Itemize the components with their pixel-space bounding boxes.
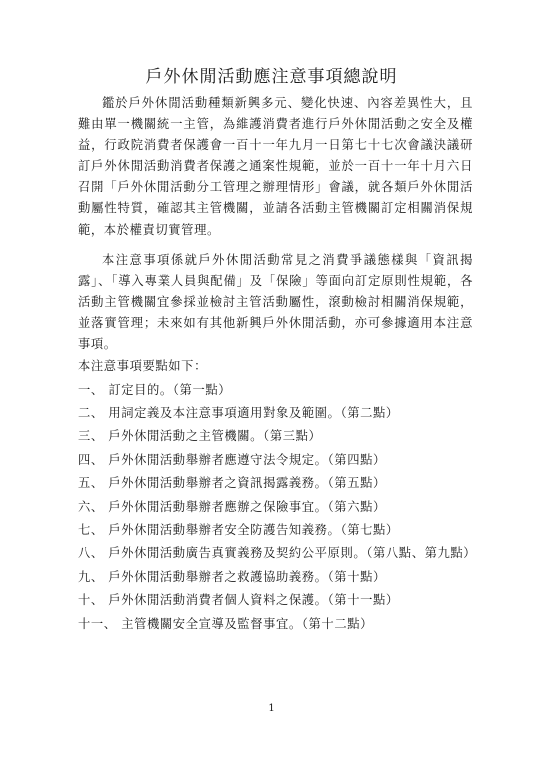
item-section: （第六點） — [327, 499, 386, 514]
page-number: 1 — [268, 703, 275, 714]
list-item — [78, 472, 473, 495]
item-text: 戶外休閒活動舉辦者之救護協助義務。 — [108, 569, 328, 584]
list-intro: 本注意事項要點如下： — [78, 359, 207, 374]
item-text: 主管機關安全宣導及監督事宜。 — [121, 616, 302, 631]
item-section: （第十二點） — [301, 616, 374, 631]
list-item — [78, 402, 473, 425]
item-text: 戶外休閒活動舉辦者應辦之保險事宜。 — [108, 499, 328, 514]
item-text: 用詞定義及本注意事項適用對象及範圍。 — [108, 405, 341, 420]
list-item — [78, 542, 477, 565]
item-number: 六、 — [78, 499, 104, 514]
item-section: （第三點） — [263, 429, 322, 444]
item-text: 戶外休閒活動之主管機關。 — [108, 429, 264, 444]
item-number: 四、 — [78, 452, 104, 467]
item-text: 戶外休閒活動舉辦者安全防護告知義務。 — [108, 522, 341, 537]
list-item — [78, 589, 473, 612]
item-section: （第四點） — [327, 452, 386, 467]
list-item — [78, 425, 473, 448]
item-text: 戶外休閒活動廣告真實義務及契約公平原則。 — [108, 546, 367, 561]
item-text: 戶外休閒活動舉辦者之資訊揭露義務。 — [108, 476, 328, 491]
list-item — [78, 613, 473, 636]
key-points-list — [78, 379, 477, 636]
list-item — [78, 519, 473, 542]
item-number: 八、 — [78, 546, 104, 561]
item-number: 十一、 — [78, 616, 117, 631]
item-section: （第一點） — [172, 382, 232, 397]
document-title: 戶外休閒活動應注意事項總說明 — [145, 67, 398, 87]
item-section: （第二點） — [340, 405, 399, 420]
paragraph-background: 鑑於戶外休閒活動種類新興多元、變化快速、內容差異性大，且難由單一機關統一主管，為維護消費者進行戶外休閒活動之安全及權益，行政院消費者保護會一百十一年九月一日第七十七次會議決議研訂戶外休閒活動消費者保護之通案性規範，並於一百十一年十月六日召開「戶外休閒活動分工管理之辦理情形」會議，就各類戶外休閒活動屬性特質，確認其主管機關，並請各活動主管機關訂定相關消保規範，本於權責切實管理。 — [78, 96, 473, 237]
paragraph-scope: 本注意事項係就戶外休閒活動常見之消費爭議態樣與「資訊揭露」、「導入專業人員與配備」及「保險」等面向訂定原則性規範，各活動主管機關宜參採並檢討主管活動屬性，滾動檢討相關消保規範，並落實管理；未來如有其他新興戶外休閒活動，亦可參據適用本注意事項。 — [78, 252, 473, 352]
item-number: 五、 — [78, 476, 104, 491]
item-number: 三、 — [78, 429, 104, 444]
item-section: （第十點） — [327, 569, 386, 584]
item-number: 二、 — [78, 405, 104, 420]
item-section: （第十一點） — [327, 593, 399, 608]
item-section: （第八點、第九點） — [366, 546, 477, 561]
item-number: 七、 — [78, 522, 104, 537]
item-text: 戶外休閒活動消費者個人資料之保護。 — [108, 593, 328, 608]
item-text: 戶外休閒活動舉辦者應遵守法令規定。 — [108, 452, 328, 467]
item-text: 訂定目的。 — [108, 382, 173, 397]
item-section: （第五點） — [327, 476, 386, 491]
list-item — [78, 379, 473, 402]
item-number: 九、 — [78, 569, 104, 584]
item-number: 十、 — [78, 593, 104, 608]
list-item — [78, 566, 473, 589]
item-section: （第七點） — [340, 522, 399, 537]
document-body — [78, 93, 477, 636]
item-number: 一、 — [78, 382, 104, 397]
list-item — [78, 496, 473, 519]
list-item — [78, 449, 473, 472]
